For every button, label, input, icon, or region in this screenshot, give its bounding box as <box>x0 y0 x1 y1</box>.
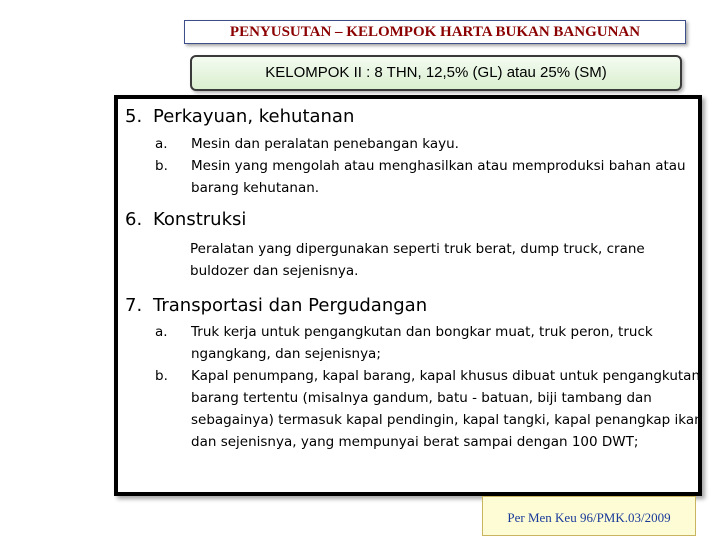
item-letter: a. <box>155 136 168 152</box>
section-heading-7 <box>125 295 427 316</box>
item-text: Kapal penumpang, kapal barang, kapal khusus dibuat untuk pengangkutan barang tertentu (misalnya gandum, batu - batuan, biji tambang dan sebagainya) termasuk kapal pendingin, kapal tangki, kapal penangkap ikan dan sejenisnya, yang mempunyai berat sampai dengan 100 DWT; <box>191 368 703 450</box>
section-heading-6 <box>125 209 246 230</box>
section-text: Peralatan yang dipergunakan seperti truk berat, dump truck, crane buldozer dan sejenisnya. <box>190 241 645 279</box>
section-heading-5 <box>125 106 354 127</box>
item-letter: b. <box>155 368 168 384</box>
slide-title: PENYUSUTAN – KELOMPOK HARTA BUKAN BANGUNAN <box>184 20 686 44</box>
section-title: Konstruksi <box>153 209 247 230</box>
list-item <box>155 155 705 199</box>
section-number: 5. <box>125 106 143 127</box>
item-letter: a. <box>155 324 168 340</box>
section-number: 6. <box>125 209 143 230</box>
content-box <box>114 95 702 496</box>
item-letter: b. <box>155 158 168 174</box>
regulation-reference: Per Men Keu 96/PMK.03/2009 <box>482 496 696 536</box>
list-item <box>155 133 705 155</box>
section-number: 7. <box>125 295 143 316</box>
section-title: Perkayuan, kehutanan <box>153 106 355 127</box>
list-item <box>155 321 705 365</box>
list-item <box>155 365 705 475</box>
item-text: Mesin yang mengolah atau menghasilkan atau memproduksi bahan atau barang kehutanan. <box>191 158 686 196</box>
item-text: Mesin dan peralatan penebangan kayu. <box>191 136 459 152</box>
section-title: Transportasi dan Pergudangan <box>153 295 428 316</box>
item-text: Truk kerja untuk pengangkutan dan bongkar muat, truk peron, truck ngangkang, dan sejenisnya; <box>191 324 653 362</box>
group-subtitle: KELOMPOK II : 8 THN, 12,5% (GL) atau 25% (SM) <box>190 55 682 91</box>
